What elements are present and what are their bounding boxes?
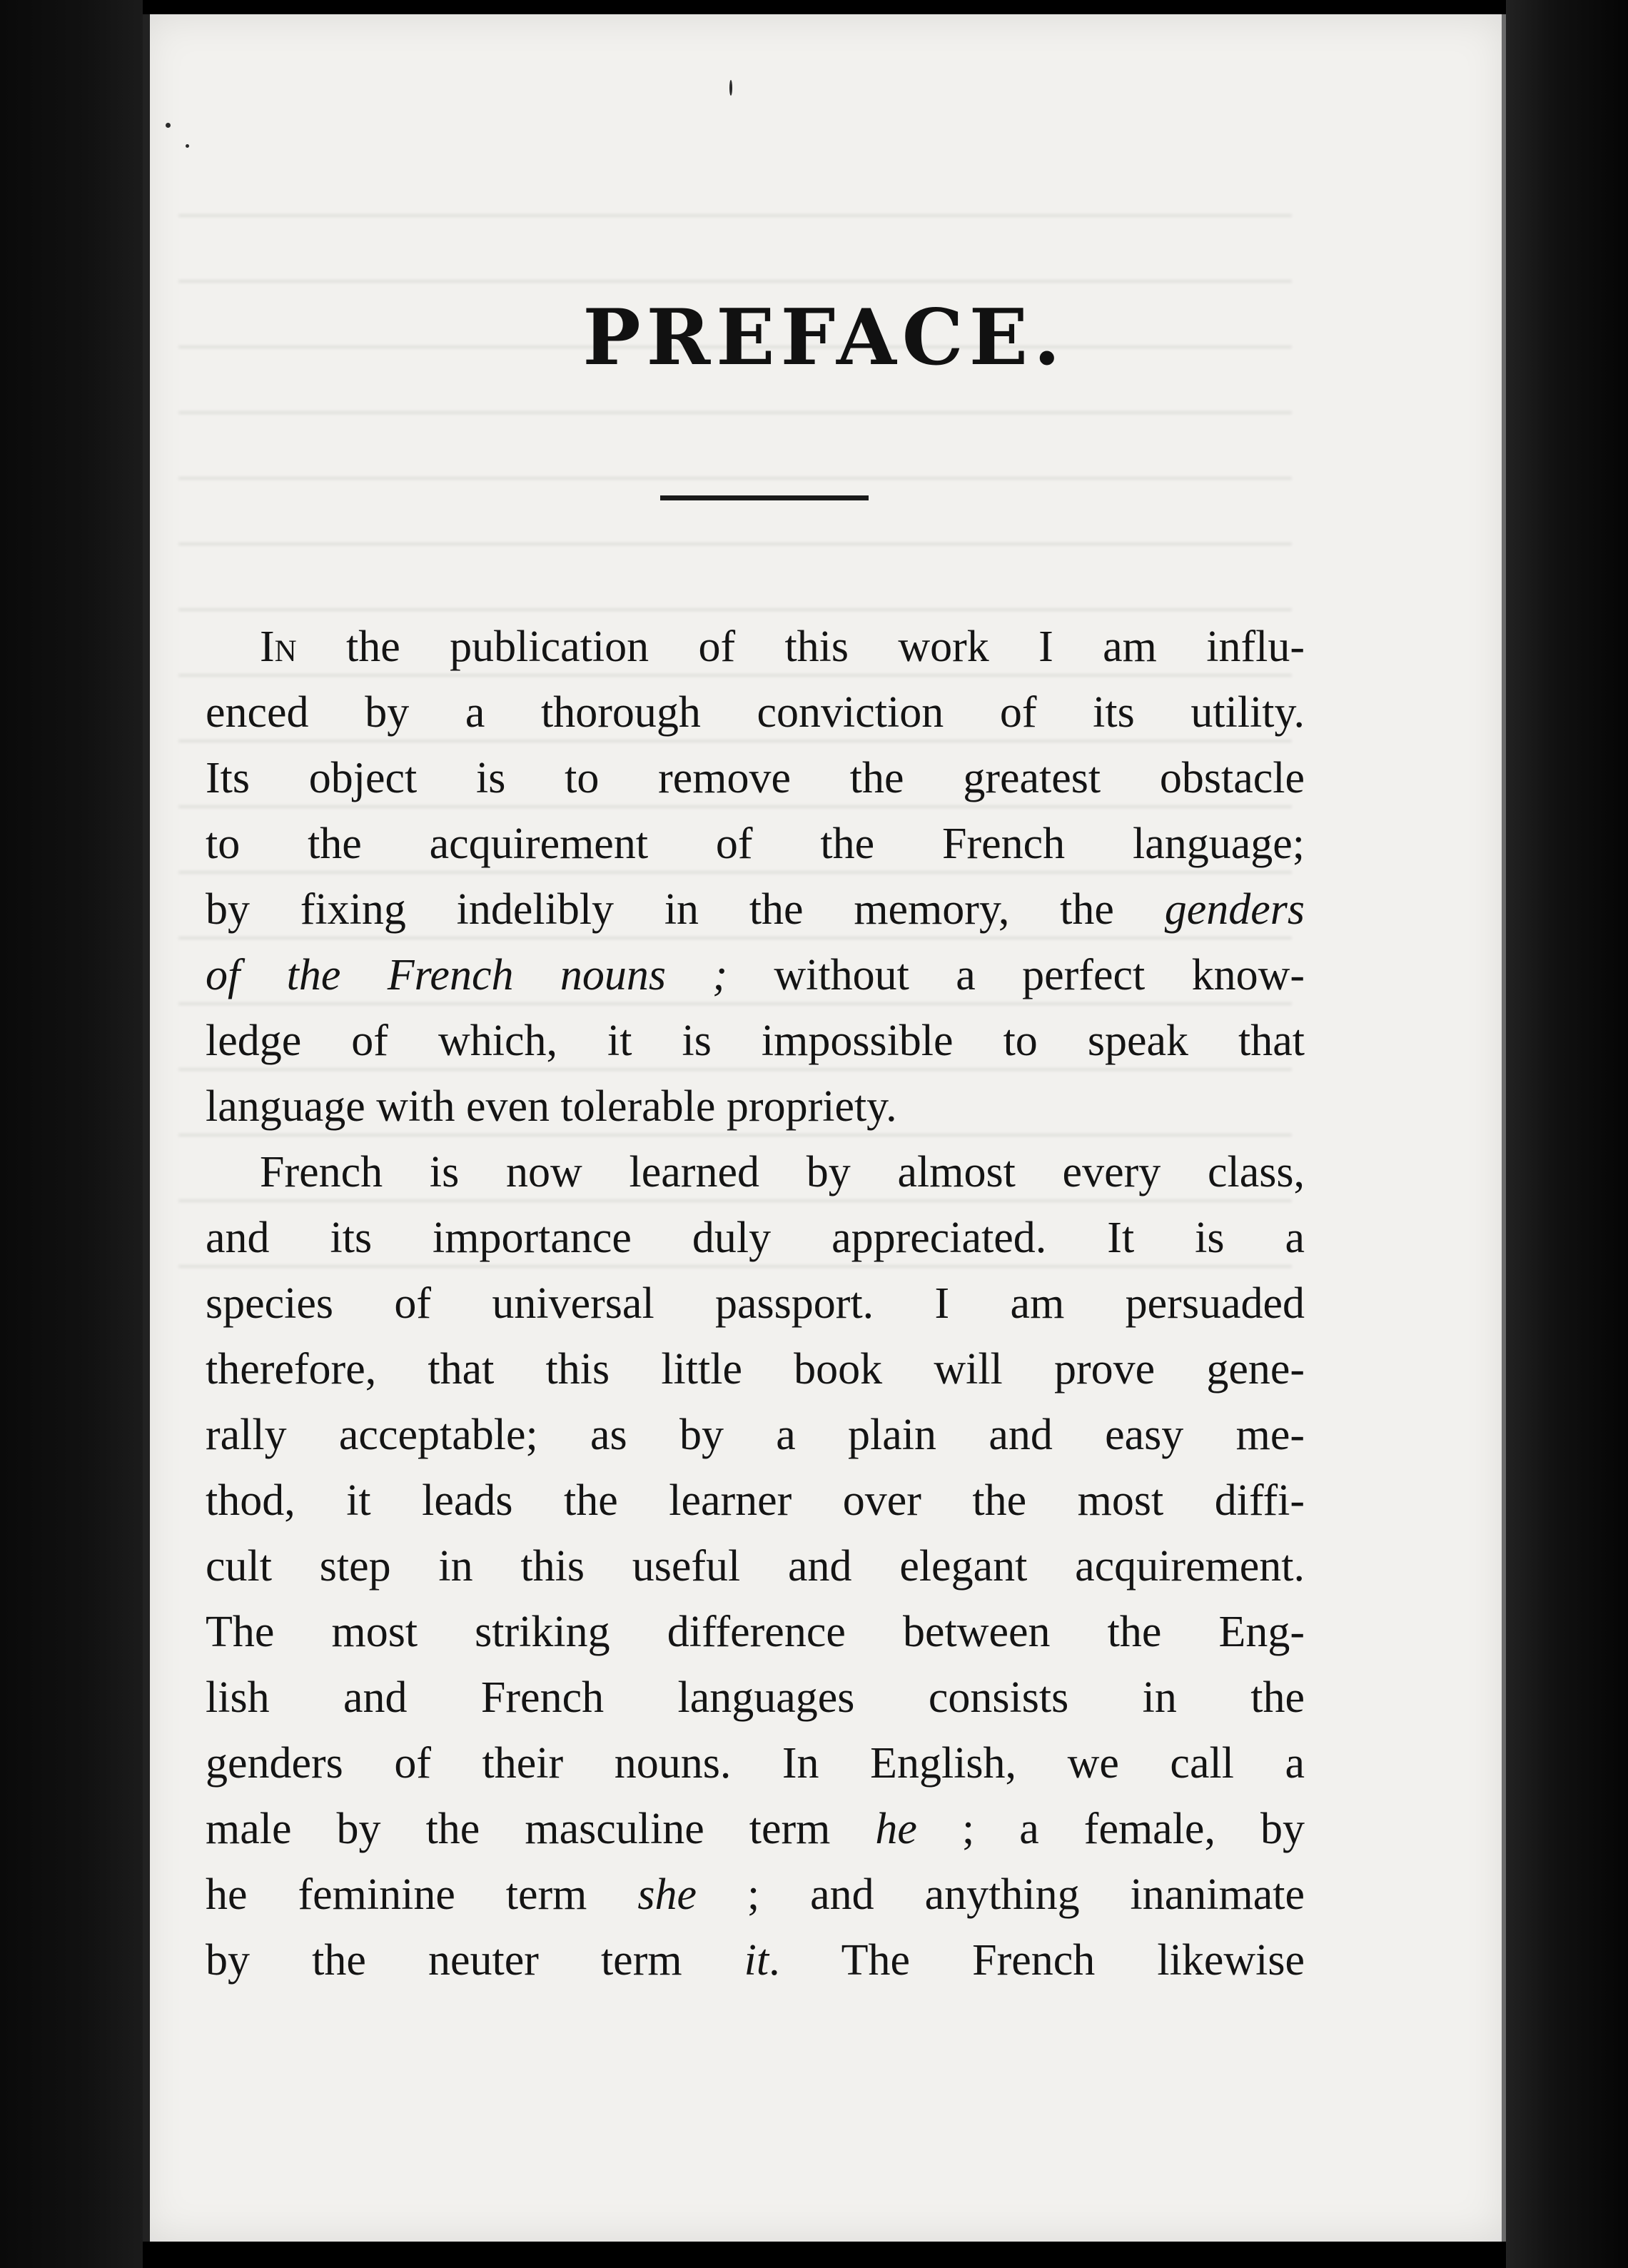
text-line xyxy=(206,1468,1305,1533)
italic-text: genders xyxy=(1164,885,1305,934)
text-line xyxy=(206,942,1305,1008)
scan-speck xyxy=(166,123,171,128)
line-text: the publication of this work I am influ- xyxy=(296,623,1305,671)
italic-text: of the French nouns ; xyxy=(206,951,728,999)
line-text: . The French likewise xyxy=(769,1936,1305,1985)
line-text: by fixing indelibly in the memory, the xyxy=(206,885,1165,934)
line-text: he feminine term xyxy=(206,1870,638,1919)
text-line xyxy=(206,745,1305,811)
italic-text: she xyxy=(637,1870,697,1919)
text-line xyxy=(206,877,1305,942)
text-line xyxy=(206,1139,1305,1205)
scan-speck xyxy=(729,80,732,96)
text-line xyxy=(206,1665,1305,1730)
line-text: species of universal passport. I am persuaded xyxy=(206,1279,1305,1328)
text-line xyxy=(206,1599,1305,1665)
italic-text: he xyxy=(875,1805,917,1853)
line-text: ; and anything inanimate xyxy=(697,1870,1305,1919)
line-text: The most striking difference between the Eng- xyxy=(206,1608,1305,1656)
line-text: enced by a thorough conviction of its utility. xyxy=(206,688,1305,737)
binding-edge xyxy=(0,0,143,2268)
line-text: to the acquirement of the French language; xyxy=(206,820,1305,868)
line-text: therefore, that this little book will prove gene- xyxy=(206,1345,1305,1393)
line-text: cult step in this useful and elegant acquirement. xyxy=(206,1542,1305,1591)
scan-right-margin xyxy=(1506,0,1628,2268)
page-title: PREFACE. xyxy=(582,293,1066,383)
line-text: thod, it leads the learner over the most diffi- xyxy=(206,1476,1305,1525)
line-text: ledge of which, it is impossible to speak that xyxy=(206,1017,1305,1065)
title-rule xyxy=(660,495,869,500)
text-line xyxy=(206,614,1305,680)
text-line xyxy=(206,1271,1305,1336)
line-text: by the neuter term xyxy=(206,1936,744,1985)
line-text: genders of their nouns. In English, we call a xyxy=(206,1739,1305,1788)
text-line xyxy=(206,1205,1305,1271)
line-text: lish and French languages consists in the xyxy=(206,1673,1305,1722)
italic-text: it xyxy=(744,1936,769,1985)
text-line xyxy=(206,1008,1305,1074)
line-text: male by the masculine term xyxy=(206,1805,876,1853)
text-line xyxy=(206,1730,1305,1796)
scan-speck xyxy=(186,144,189,148)
text-line xyxy=(206,1862,1305,1927)
text-line xyxy=(206,1336,1305,1402)
text-line xyxy=(206,1927,1305,1993)
text-line xyxy=(206,1533,1305,1599)
body-text xyxy=(206,614,1305,1993)
text-line xyxy=(206,1796,1305,1862)
line-text: language with even tolerable propriety. xyxy=(206,1082,897,1131)
text-line xyxy=(206,1402,1305,1468)
paragraph-1 xyxy=(206,614,1305,1139)
line-text: ; a female, by xyxy=(916,1805,1305,1853)
text-line xyxy=(206,811,1305,877)
line-text: rally acceptable; as by a plain and easy me- xyxy=(206,1411,1305,1459)
drop-word: In xyxy=(260,623,297,671)
line-text: Its object is to remove the greatest obstacle xyxy=(206,754,1305,802)
paragraph-2 xyxy=(206,1139,1305,1993)
text-line xyxy=(206,1074,1305,1139)
line-text: and its importance duly appreciated. It is a xyxy=(206,1214,1305,1262)
line-text: French is now learned by almost every class, xyxy=(260,1148,1305,1196)
text-line xyxy=(206,680,1305,745)
line-text: without a perfect know- xyxy=(727,951,1305,999)
